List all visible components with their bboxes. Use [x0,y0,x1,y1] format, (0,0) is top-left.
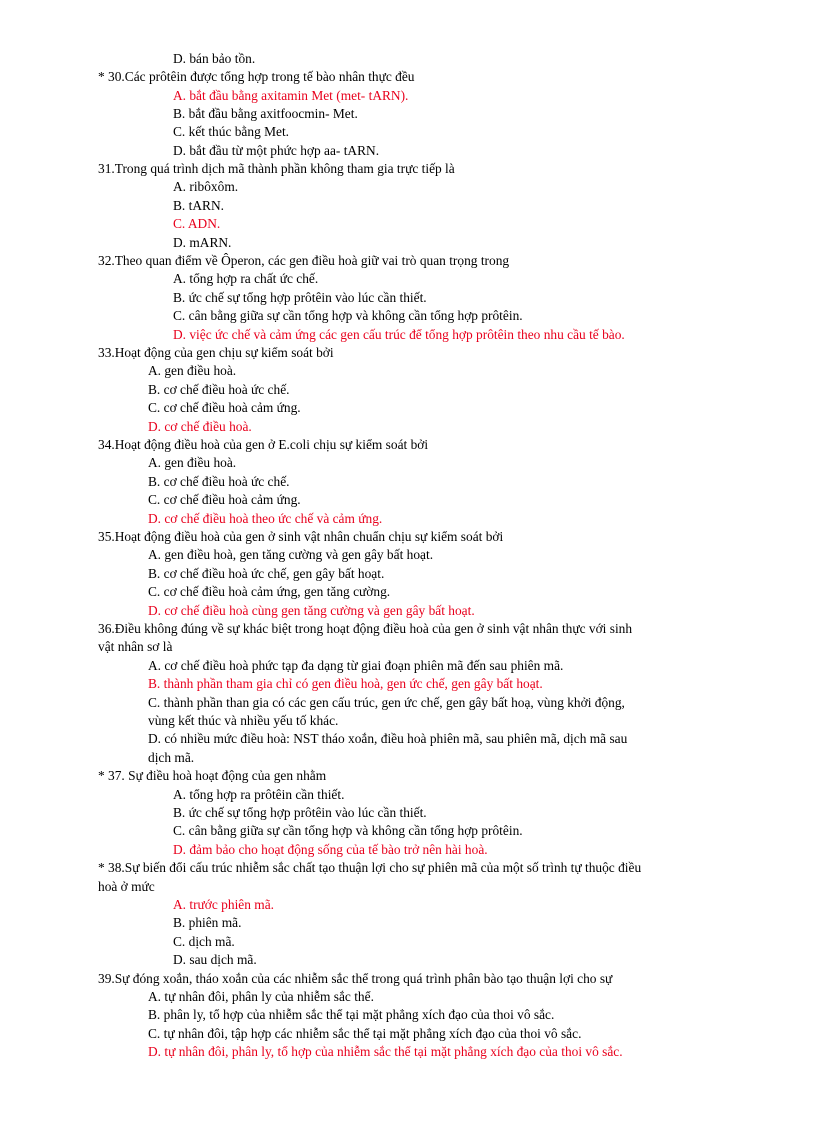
question-text: 31.Trong quá trình dịch mã thành phần không tham gia trực tiếp là [98,161,455,176]
option-text: B. cơ chế điều hoà ức chế. [148,382,290,397]
answer-option: D. cơ chế điều hoà theo ức chế và cảm ứng. [148,511,383,526]
option-text: C. thành phần than gia có các gen cấu trúc, gen ức chế, gen gây bất hoạ, vùng khởi động, [148,695,625,710]
option-text: A. cơ chế điều hoà phức tạp đa dạng từ giai đoạn phiên mã đến sau phiên mã. [148,658,564,673]
answer-option: A. trước phiên mã. [173,897,274,912]
question-text: vật nhân sơ là [98,639,173,654]
option-text: A. tổng hợp ra prôtêin cần thiết. [173,787,345,802]
option-text: D. mARN. [173,235,232,250]
option-text: A. gen điều hoà, gen tăng cường và gen gây bất hoạt. [148,547,434,562]
question-text: 32.Theo quan điểm về Ôperon, các gen điều hoà giữ vai trò quan trọng trong [98,253,510,268]
option-text: A. gen điều hoà. [148,363,237,378]
option-text: D. bắt đầu từ một phức hợp aa- tARN. [173,143,380,158]
answer-option: D. tự nhân đôi, phân ly, tổ hợp của nhiễm sắc thể tại mặt phẳng xích đạo của thoi vô sắc. [148,1044,623,1059]
option-text: B. cơ chế điều hoà ức chế, gen gây bất hoạt. [148,566,385,581]
option-text: B. bắt đầu bằng axitfoocmin- Met. [173,106,358,121]
answer-option: D. đảm bảo cho hoạt động sống của tế bào trở nên hài hoà. [173,842,488,857]
question-text: * 37. Sự điều hoà hoạt động của gen nhằm [98,768,327,783]
answer-option: C. ADN. [173,216,221,231]
option-text: vùng kết thúc và nhiều yếu tố khác. [148,713,339,728]
option-text: dịch mã. [148,750,195,765]
option-text: C. cân bằng giữa sự cần tổng hợp và không cần tổng hợp prôtêin. [173,308,523,323]
option-text: C. cơ chế điều hoà cảm ứng, gen tăng cường. [148,584,391,599]
option-text: D. sau dịch mã. [173,952,257,967]
option-text: C. tự nhân đôi, tập hợp các nhiễm sắc thể tại mặt phẳng xích đạo của thoi vô sắc. [148,1026,582,1041]
option-text: B. tARN. [173,198,224,213]
question-text: 39.Sự đóng xoắn, tháo xoắn của các nhiễm sắc thể trong quá trình phân bào tạo thuận lợi cho sự [98,971,613,986]
option-text: C. kết thúc bằng Met. [173,124,290,139]
question-text: 34.Hoạt động điều hoà của gen ở E.coli chịu sự kiểm soát bởi [98,437,429,452]
option-text: A. tổng hợp ra chất ức chế. [173,271,319,286]
question-text: 36.Điều không đúng về sự khác biệt trong hoạt động điều hoà của gen ở sinh vật nhân thực với sinh [98,621,633,636]
option-text: B. cơ chế điều hoà ức chế. [148,474,290,489]
option-text: A. tự nhân đôi, phân ly của nhiễm sắc thể. [148,989,374,1004]
option-text: B. phân ly, tổ hợp của nhiễm sắc thể tại mặt phẳng xích đạo của thoi vô sắc. [148,1007,555,1022]
question-text: 33.Hoạt động của gen chịu sự kiểm soát bởi [98,345,334,360]
answer-option: D. cơ chế điều hoà. [148,419,252,434]
question-text: * 30.Các prôtêin được tổng hợp trong tế bào nhân thực đều [98,69,415,84]
answer-option: A. bắt đầu bằng axitamin Met (met- tARN). [173,88,409,103]
option-text: A. gen điều hoà. [148,455,237,470]
answer-option: D. việc ức chế và cảm ứng các gen cấu trúc để tổng hợp prôtêin theo nhu cầu tế bào. [173,327,625,342]
option-text: B. ức chế sự tổng hợp prôtêin vào lúc cần thiết. [173,290,427,305]
question-text: * 38.Sự biến đổi cấu trúc nhiễm sắc chất tạo thuận lợi cho sự phiên mã của một số trình tự thuộc điều [98,860,642,875]
option-text: C. cơ chế điều hoà cảm ứng. [148,492,301,507]
option-text: D. có nhiều mức điều hoà: NST tháo xoắn, điều hoà phiên mã, sau phiên mã, dịch mã sau [148,731,628,746]
option-text: B. ức chế sự tổng hợp prôtêin vào lúc cần thiết. [173,805,427,820]
answer-option: B. thành phần tham gia chỉ có gen điều hoà, gen ức chế, gen gây bất hoạt. [148,676,543,691]
option-text: C. dịch mã. [173,934,235,949]
answer-option: D. cơ chế điều hoà cùng gen tăng cường và gen gây bất hoạt. [148,603,475,618]
question-text: hoà ở mức [98,879,155,894]
option-text: A. ribôxôm. [173,179,239,194]
option-text: C. cân bằng giữa sự cần tổng hợp và không cần tổng hợp prôtêin. [173,823,523,838]
option-text: C. cơ chế điều hoà cảm ứng. [148,400,301,415]
option-text: D. bán bảo tồn. [173,51,256,66]
option-text: B. phiên mã. [173,915,242,930]
question-text: 35.Hoạt động điều hoà của gen ở sinh vật nhân chuẩn chịu sự kiểm soát bởi [98,529,504,544]
